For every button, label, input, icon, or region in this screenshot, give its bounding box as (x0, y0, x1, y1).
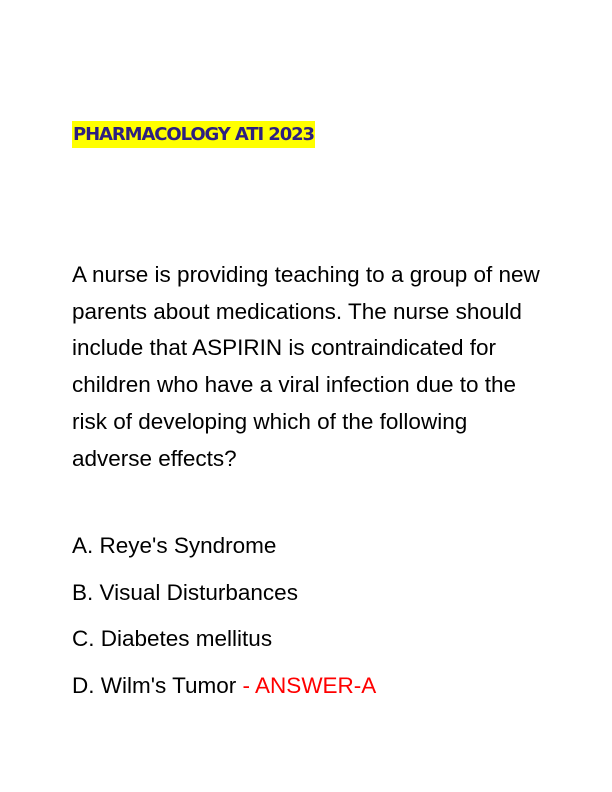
option-d-label: D. Wilm's Tumor (72, 672, 237, 698)
option-c (72, 625, 542, 672)
answer-key: - ANSWER-A (236, 672, 377, 698)
option-b (72, 579, 542, 626)
option-d (72, 672, 542, 719)
option-b-label: B. Visual Disturbances (72, 579, 298, 605)
document-title: PHARMACOLOGY ATI 2023 (72, 121, 315, 148)
question-text: A nurse is providing teaching to a group of new parents about medications. The nurse should include that ASPIRIN is contraindicated for children who have a viral infection due to the risk of developing which of the following adverse effects? (72, 262, 540, 471)
option-a-label: A. Reye's Syndrome (72, 533, 277, 558)
option-a (72, 532, 542, 579)
options-list (72, 532, 542, 718)
option-c-label: C. Diabetes mellitus (72, 626, 273, 651)
